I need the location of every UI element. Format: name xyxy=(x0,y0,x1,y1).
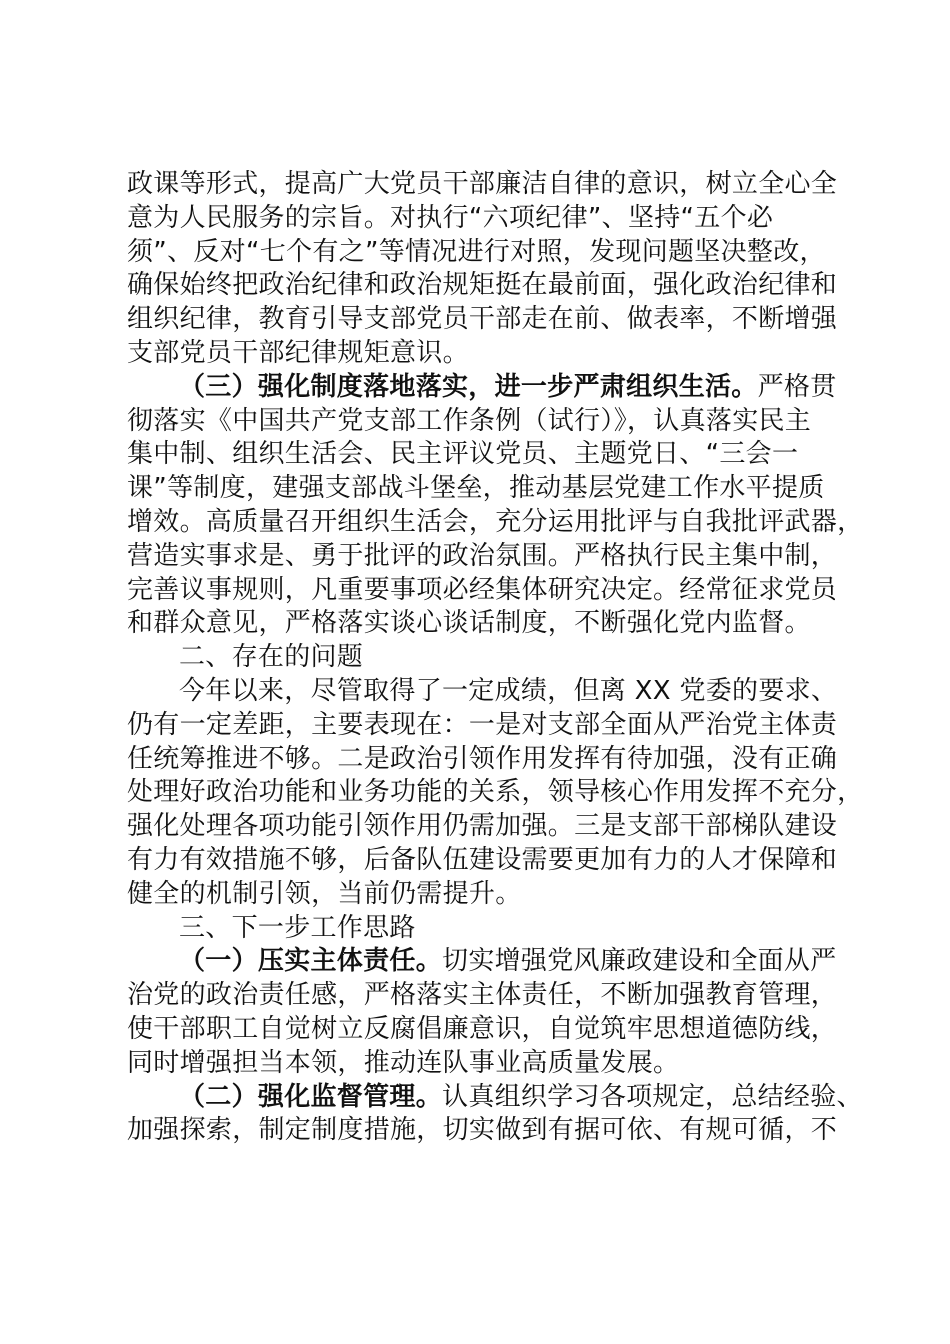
text-line xyxy=(127,168,862,202)
line-text: 加强探索，制定制度措施，切实做到有据可依、有规可循，不 xyxy=(127,1115,838,1146)
text-line xyxy=(127,506,862,540)
text-line xyxy=(127,472,862,506)
line-text: 强化处理各项功能引领作用仍需加强。三是支部干部梯队建设 xyxy=(127,811,838,842)
line-text: 严格贯 xyxy=(757,371,837,402)
text-line xyxy=(127,776,862,810)
line-text: 任统筹推进不够。二是政治引领作用发挥有待加强，没有正确 xyxy=(127,743,838,774)
line-text: 治党的政治责任感，严格落实主体责任，不断加强教育管理， xyxy=(127,980,838,1011)
line-text: 彻落实《中国共产党支部工作条例（试行）》，认真落实民主 xyxy=(127,405,812,436)
text-line xyxy=(127,236,862,270)
text-line xyxy=(127,540,862,574)
subheading-line xyxy=(127,1081,862,1115)
line-text: 组织纪律，教育引导支部党员干部走在前、做表率，不断增强 xyxy=(127,304,838,335)
text-line xyxy=(127,438,862,472)
text-line xyxy=(127,337,862,371)
text-line xyxy=(127,743,862,777)
line-text: 意为人民服务的宗旨。对执行“六项纪律”、坚持“五个必 xyxy=(127,202,774,233)
line-text: 仍有一定差距，主要表现在：一是对支部全面从严治党主体责 xyxy=(127,709,838,740)
text-line xyxy=(127,979,862,1013)
text-line xyxy=(127,405,862,439)
line-text: 完善议事规则，凡重要事项必经集体研究决定。经常征求党员 xyxy=(127,574,838,605)
line-text: 课”等制度，建强支部战斗堡垒，推动基层党建工作水平提质 xyxy=(127,473,825,504)
text-line xyxy=(127,641,862,675)
text-line xyxy=(127,303,862,337)
line-text: 认真组织学习各项规定，总结经验、 xyxy=(442,1081,863,1112)
text-line xyxy=(127,1013,862,1047)
line-text: 集中制、组织生活会、民主评议党员、主题党日、“三会一 xyxy=(127,439,799,470)
line-text: 和群众意见，严格落实谈心谈话制度，不断强化党内监督。 xyxy=(127,608,811,639)
line-text: 今年以来，尽管取得了一定成绩，但离 XX 党委的要求、 xyxy=(179,675,838,706)
text-line xyxy=(127,912,862,946)
text-line xyxy=(127,810,862,844)
line-text: 使干部职工自觉树立反腐倡廉意识，自觉筑牢思想道德防线， xyxy=(127,1013,838,1044)
line-text: 增效。高质量召开组织生活会，充分运用批评与自我批评武器， xyxy=(127,506,864,537)
line-text: 切实增强党风廉政建设和全面从严 xyxy=(442,946,837,977)
text-line xyxy=(127,675,862,709)
line-text: 同时增强担当本领，推动连队事业高质量发展。 xyxy=(127,1047,680,1078)
line-text: 有力有效措施不够，后备队伍建设需要更加有力的人才保障和 xyxy=(127,844,838,875)
line-text: 处理好政治功能和业务功能的关系，领导核心作用发挥不充分， xyxy=(127,777,864,808)
text-line xyxy=(127,844,862,878)
subheading-title: （一）压实主体责任。 xyxy=(179,946,443,977)
text-line xyxy=(127,1114,862,1148)
line-text: 政课等形式，提高广大党员干部廉洁自律的意识，树立全心全 xyxy=(127,169,838,199)
line-text: 支部党员干部纪律规矩意识。 xyxy=(127,337,469,368)
subheading-line xyxy=(127,945,862,979)
document-page xyxy=(127,168,862,1148)
text-line xyxy=(127,607,862,641)
text-line xyxy=(127,1047,862,1081)
line-text: 确保始终把政治纪律和政治规矩挺在最前面，强化政治纪律和 xyxy=(127,270,838,301)
text-line xyxy=(127,202,862,236)
line-text: 营造实事求是、勇于批评的政治氛围。严格执行民主集中制， xyxy=(127,540,838,571)
text-line xyxy=(127,269,862,303)
text-line xyxy=(127,878,862,912)
text-line xyxy=(127,709,862,743)
line-text: 三、下一步工作思路 xyxy=(179,912,416,943)
subheading-title: （三）强化制度落地落实，进一步严肃组织生活。 xyxy=(179,371,758,402)
line-text: 二、存在的问题 xyxy=(179,642,364,673)
line-text: 须”、反对“七个有之”等情况进行对照，发现问题坚决整改， xyxy=(127,236,826,267)
subheading-title: （二）强化监督管理。 xyxy=(179,1081,443,1112)
text-line xyxy=(127,574,862,608)
line-text: 健全的机制引领，当前仍需提升。 xyxy=(127,878,522,909)
subheading-line xyxy=(127,371,862,405)
